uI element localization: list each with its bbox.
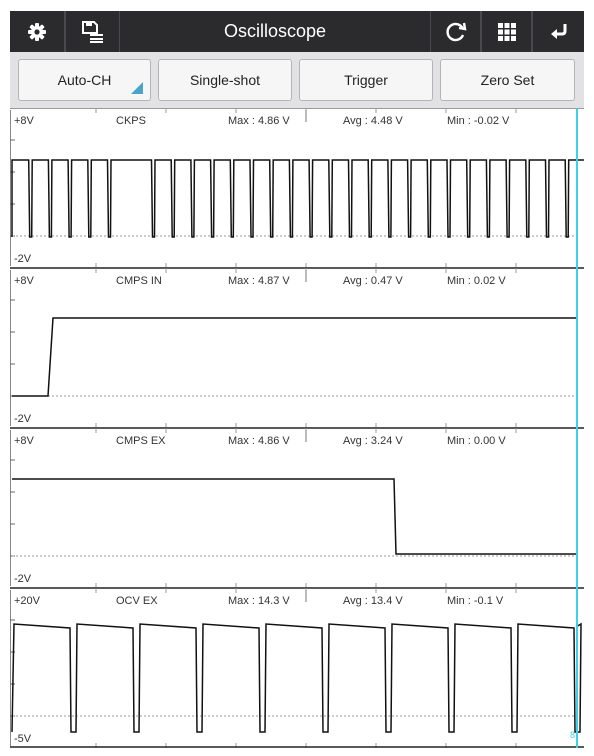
waveform-trace [12,160,584,237]
back-icon [548,22,570,42]
cursor-label: 8 [569,730,575,740]
back-button[interactable] [532,11,584,52]
channel-top-scale: +8V [14,435,34,447]
scope-display[interactable] [10,108,584,748]
channel-max: Max : 14.3 V [228,595,290,607]
single-shot-label: Single-shot [189,72,261,88]
channel-min: Min : -0.02 V [447,115,510,127]
waveform-trace [12,479,576,554]
scope-area[interactable] [10,108,584,748]
channel-name: CMPS EX [116,435,166,447]
auto-ch-label: Auto-CH [57,72,112,88]
single-shot-button[interactable] [158,59,292,101]
toolbar [10,52,584,109]
zero-set-label: Zero Set [480,72,535,88]
grid-icon [498,23,516,41]
channel-name: CKPS [116,115,146,127]
channel-avg: Avg : 13.4 V [343,595,403,607]
channel-max: Max : 4.86 V [228,115,290,127]
channel-min: Min : 0.02 V [447,275,506,287]
settings-button[interactable] [10,11,65,52]
refresh-icon [445,21,467,43]
save-button[interactable] [65,11,120,52]
channel-max: Max : 4.86 V [228,435,290,447]
channel-bottom-scale: -2V [14,413,32,425]
save-list-icon [81,21,105,43]
channel-avg: Avg : 0.47 V [343,275,403,287]
grid-button[interactable] [481,11,532,52]
gear-icon [27,22,47,42]
dropdown-corner-icon [131,82,143,94]
channel-min: Min : -0.1 V [447,595,504,607]
channel-top-scale: +8V [14,115,34,127]
page-title: Oscilloscope [223,21,327,41]
trigger-label: Trigger [344,72,388,88]
channel-name: OCV EX [116,595,158,607]
channel-avg: Avg : 4.48 V [343,115,403,127]
title-bar [10,11,584,52]
auto-ch-button[interactable] [18,59,151,101]
channel-name: CMPS IN [116,275,162,287]
channel-max: Max : 4.87 V [228,275,290,287]
channel-top-scale: +20V [14,595,40,607]
channel-avg: Avg : 3.24 V [343,435,403,447]
channel-top-scale: +8V [14,275,34,287]
trigger-button[interactable] [299,59,433,101]
refresh-button[interactable] [430,11,481,52]
channel-bottom-scale: -2V [14,253,32,265]
waveform-trace [12,318,576,396]
zero-set-button[interactable] [440,59,575,101]
channel-min: Min : 0.00 V [447,435,506,447]
channel-bottom-scale: -2V [14,573,32,585]
channel-bottom-scale: -5V [14,733,32,745]
